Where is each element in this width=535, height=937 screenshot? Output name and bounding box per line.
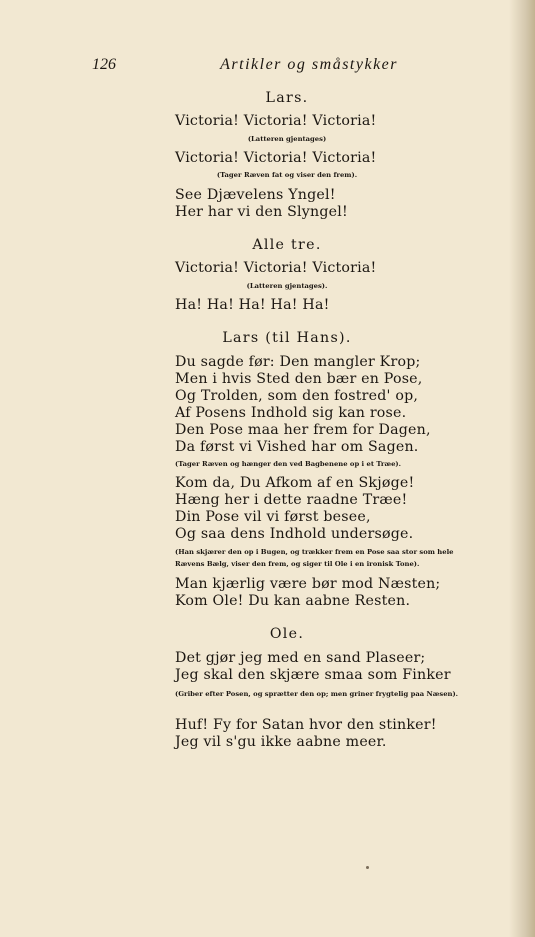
verse-line: Man kjærlig være bør mod Næsten; [175,576,441,592]
speaker-heading: Alle tre. [252,237,322,253]
verse-line: Og Trolden, som den fostred' op, [175,388,419,404]
verse-line: Du sagde før: Den mangler Krop; [175,354,421,370]
speaker-heading: Ole. [269,626,305,642]
verse-line: Huf! Fy for Satan hvor den stinker! [175,717,437,733]
print-speck [366,866,369,869]
verse-line: Og saa dens Indhold undersøge. [175,526,414,542]
verse-line: Hæng her i dette raadne Træe! [175,492,408,508]
stage-direction: (Latteren gjentages) [247,135,327,143]
verse-line: Ha! Ha! Ha! Ha! Ha! [175,297,330,313]
stage-direction: (Griber efter Posen, og sprætter den op; men griner frygtelig paa Næsen). [175,690,459,698]
stage-direction: (Latteren gjentages). [246,282,328,290]
stage-direction: (Tager Ræven fat og viser den frem). [216,171,358,179]
verse-line: Din Pose vil vi først besee, [175,509,371,525]
verse-line: Her har vi den Slyngel! [175,204,348,220]
verse-line: Jeg skal den skjære smaa som Finker [175,667,451,683]
verse-line: Victoria! Victoria! Victoria! [175,260,377,276]
verse-line: Da først vi Vished har om Sagen. [175,439,419,455]
speaker-heading: Lars (til Hans). [222,330,352,346]
page-number: 126 [92,56,116,73]
verse-line: Kom Ole! Du kan aabne Resten. [175,593,411,609]
speaker-heading: Lars. [265,90,309,106]
stage-direction: (Han skjærer den op i Bugen, og trækker frem en Pose saa stor som hele Rævens Bælg, viser den frem, og siger til Ole i en ironisk Tone). [175,548,454,568]
verse-line: Den Pose maa her frem for Dagen, [175,422,431,438]
verse-line: Jeg vil s'gu ikke aabne meer. [175,734,387,750]
verse-line: Victoria! Victoria! Victoria! [175,150,377,166]
stage-direction: (Tager Ræven og hænger den ved Bagbenene op i et Træe). [175,460,402,468]
verse-line: Men i hvis Sted den bær en Pose, [175,371,423,387]
verse-line: See Djævelens Yngel! [175,187,336,203]
verse-line: Det gjør jeg med en sand Plaseer; [175,650,426,666]
page-edge-shadow [509,0,535,937]
verse-line: Victoria! Victoria! Victoria! [175,113,377,129]
verse-line: Kom da, Du Afkom af en Skjøge! [175,475,415,491]
page-header [92,56,398,78]
running-head: Artikler og småstykker [220,56,398,73]
verse-line: Af Posens Indhold sig kan rose. [175,405,407,421]
